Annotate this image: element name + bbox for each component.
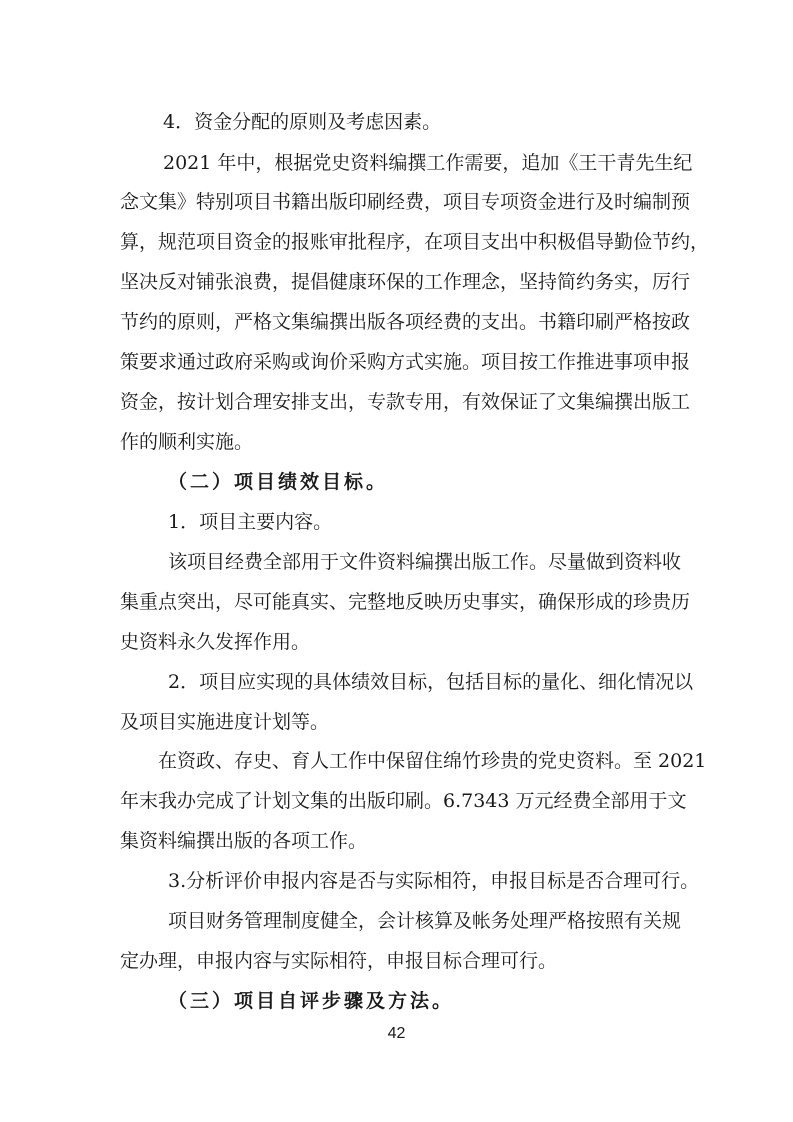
paragraph-line: 作的顺利实施。 — [120, 431, 254, 453]
paragraph-line: 集资料编撰出版的各项工作。 — [120, 830, 368, 852]
paragraph-line: 项目财务管理制度健全，会计核算及帐务处理严格按照有关规 — [168, 910, 682, 932]
section-heading-self-evaluation: （三）项目自评步骤及方法。 — [168, 990, 455, 1012]
section-heading-performance-goals: （二）项目绩效目标。 — [168, 471, 389, 493]
paragraph-line: 年末我办完成了计划文集的出版印刷。6.7343 万元经费全部用于文 — [120, 790, 687, 812]
paragraph-line: 集重点突出，尽可能真实、完整地反映历史事实，确保形成的珍贵历 — [120, 591, 691, 613]
paragraph-line: 念文集》特别项目书籍出版印刷经费，项目专项资金进行及时编制预 — [120, 191, 691, 213]
paragraph-line: 资金，按计划合理安排支出，专款专用，有效保证了文集编撰出版工 — [120, 391, 691, 413]
paragraph-line: 算，规范项目资金的报账审批程序，在项目支出中积极倡导勤俭节约， — [120, 231, 710, 253]
paragraph-line: 定办理，申报内容与实际相符，申报目标合理可行。 — [120, 950, 558, 972]
paragraph-line: 节约的原则，严格文集编撰出版各项经费的支出。书籍印刷严格按政 — [120, 311, 691, 333]
page-number: 42 — [387, 1025, 406, 1042]
subsection-title-main-content: 1．项目主要内容。 — [168, 511, 333, 533]
paragraph-line: 2021 年中，根据党史资料编撰工作需要，追加《王干青先生纪 — [163, 152, 693, 174]
paragraph-line: 策要求通过政府采购或询价采购方式实施。项目按工作推进事项申报 — [120, 351, 691, 373]
subsection-title-specific-goals-cont: 及项目实施进度计划等。 — [120, 711, 330, 733]
paragraph-line: 在资政、存史、育人工作中保留住绵竹珍贵的党史资料。至 2021 — [158, 750, 707, 772]
paragraph-line: 坚决反对铺张浪费，提倡健康环保的工作理念，坚持简约务实，厉行 — [120, 271, 691, 293]
paragraph-line: 史资料永久发挥作用。 — [120, 631, 311, 653]
subsection-title-funds-allocation: 4．资金分配的原则及考虑因素。 — [163, 111, 442, 133]
paragraph-line: 该项目经费全部用于文件资料编撰出版工作。尽量做到资料收 — [168, 551, 682, 573]
subsection-title-specific-goals: 2．项目应实现的具体绩效目标，包括目标的量化、细化情况以 — [168, 671, 694, 693]
subsection-title-evaluation: 3.分析评价申报内容是否与实际相符，申报目标是否合理可行。 — [168, 870, 700, 892]
